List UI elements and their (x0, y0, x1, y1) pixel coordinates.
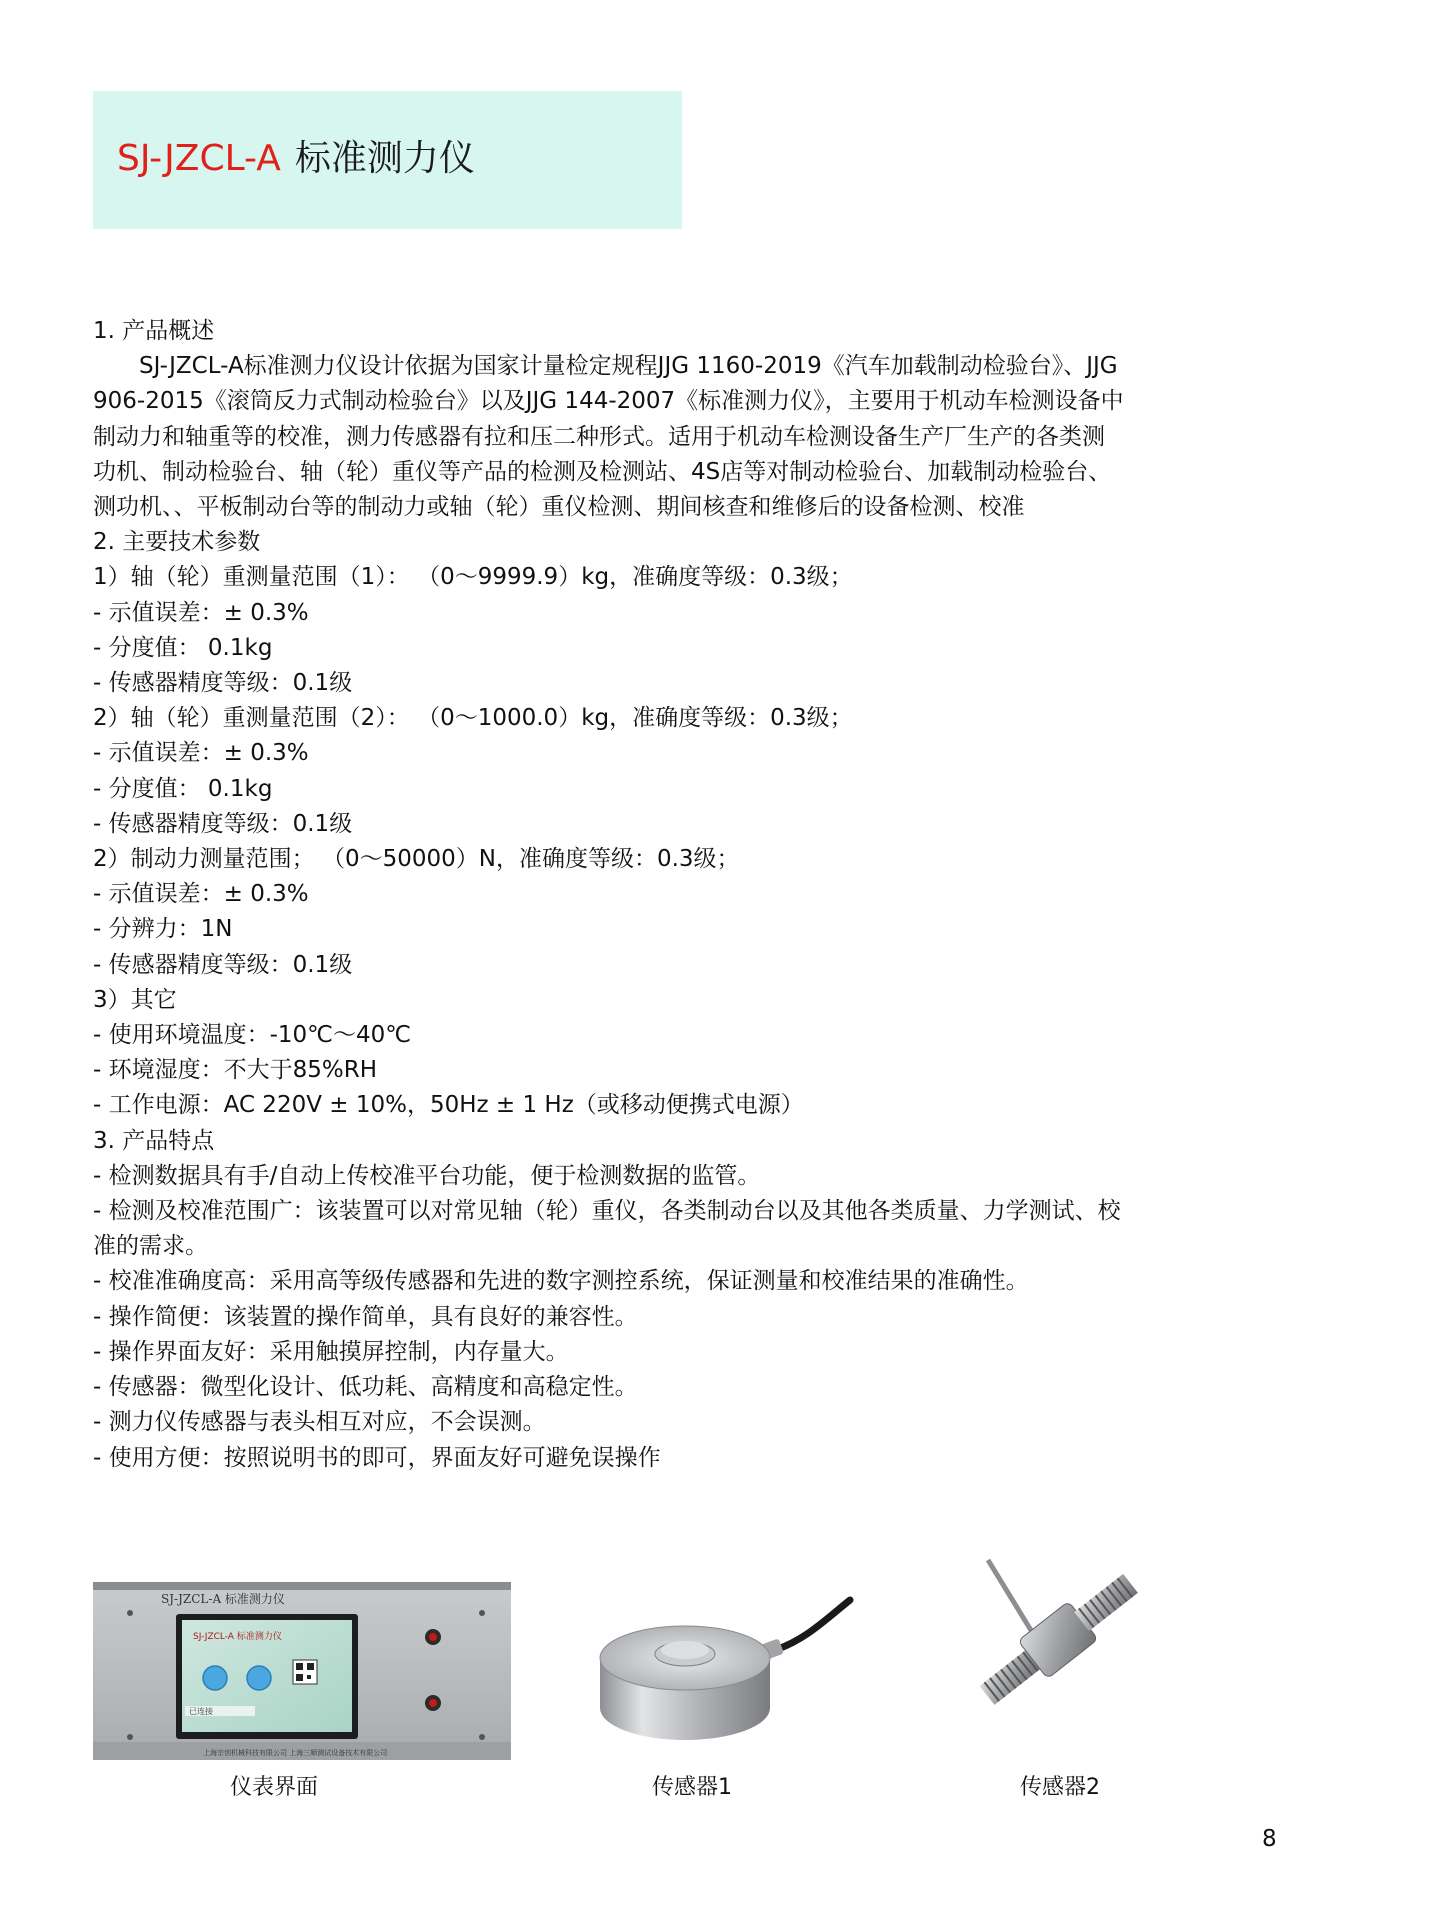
feature-line: - 使用方便：按照说明书的即可，界面友好可避免误操作 (93, 1444, 661, 1471)
document-body (93, 314, 1273, 1476)
param-line: - 示值误差：± 0.3% (93, 881, 309, 908)
screen-button-icon (247, 1666, 271, 1690)
feature-line: - 操作简便：该装置的操作简单，具有良好的兼容性。 (93, 1303, 638, 1330)
overview-line: 制动力和轴重等的校准，测力传感器有拉和压二种形式。适用于机动车检测设备生产厂生产的各类测 (93, 423, 1105, 450)
param-line: - 使用环境温度：-10℃～40℃ (93, 1022, 412, 1049)
section-heading-overview: 1. 产品概述 (93, 318, 215, 344)
page-number: 8 (1262, 1826, 1277, 1852)
param-line: 1）轴（轮）重测量范围（1）： （0～9999.9）kg，准确度等级：0.3级； (93, 564, 853, 591)
feature-line: - 操作界面友好：采用触摸屏控制，内存量大。 (93, 1338, 569, 1365)
product-name: 标准测力仪 (294, 138, 475, 179)
screw-icon (479, 1734, 485, 1740)
param-line: - 传感器精度等级：0.1级 (93, 670, 353, 697)
product-code: SJ-JZCL-A (117, 138, 281, 179)
screen-status: 已连接 (189, 1707, 213, 1716)
overview-line: 906-2015《滚筒反力式制动检验台》以及JJG 144-2007《标准测力仪》，主要用于机动车检测设备中 (93, 388, 1124, 415)
caption-instrument: 仪表界面 (230, 1775, 319, 1800)
param-line: - 示值误差：± 0.3% (93, 599, 309, 626)
panel-top-edge (93, 1582, 511, 1590)
panel-label: SJ-JZCL-A 标准测力仪 (161, 1592, 285, 1606)
section-heading-features: 3. 产品特点 (93, 1127, 215, 1154)
screw-icon (479, 1610, 485, 1616)
screw-icon (127, 1610, 133, 1616)
param-line: - 分度值： 0.1kg (93, 634, 273, 661)
param-line: - 分辨力：1N (93, 916, 233, 943)
param-line: - 工作电源：AC 220V ± 10%，50Hz ± 1 Hz（或移动便携式电源） (93, 1092, 804, 1119)
param-line: 2）制动力测量范围； （0～50000）N，准确度等级：0.3级； (93, 846, 740, 873)
overview-line: 功机、制动检验台、轴（轮）重仪等产品的检测及检测站、4S店等对制动检验台、加载制动检验台、 (93, 458, 1112, 485)
feature-line: 准的需求。 (93, 1233, 208, 1260)
param-line: - 分度值： 0.1kg (93, 775, 273, 802)
screen-button-icon (203, 1666, 227, 1690)
feature-line: - 测力仪传感器与表头相互对应，不会误测。 (93, 1409, 546, 1436)
param-line: 2）轴（轮）重测量范围（2）： （0～1000.0）kg，准确度等级：0.3级； (93, 705, 853, 732)
overview-line: 测功机、、平板制动台等的制动力或轴（轮）重仪检测、期间核查和维修后的设备检测、校准 (93, 494, 1025, 521)
param-line: - 示值误差：± 0.3% (93, 740, 309, 767)
section-heading-params: 2. 主要技术参数 (93, 529, 261, 556)
threaded-stud-right (1074, 1574, 1138, 1631)
screw-icon (127, 1734, 133, 1740)
sensor2-photo (948, 1540, 1168, 1740)
param-line: 3）其它 (93, 986, 177, 1013)
caption-sensor2: 传感器2 (1020, 1775, 1100, 1800)
param-line: - 传感器精度等级：0.1级 (93, 810, 353, 837)
feature-line: - 校准准确度高：采用高等级传感器和先进的数字测控系统，保证测量和校准结果的准确性。 (93, 1268, 1029, 1295)
instrument-photo (93, 1582, 511, 1760)
figure-row (0, 1530, 1440, 1810)
screen-title: SJ-JZCL-A 标准测力仪 (193, 1632, 282, 1642)
panel-footer-text: 上海宗创机械科技有限公司 上海三顺测试设备技术有限公司 (203, 1749, 388, 1757)
feature-line: - 检测及校准范围广：该装置可以对常见轴（轮）重仪，各类制动台以及其他各类质量、力学测试、校 (93, 1198, 1121, 1225)
overview-line: SJ-JZCL-A标准测力仪设计依据为国家计量检定规程JJG 1160-2019《汽车加载制动检验台》、JJG (139, 353, 1118, 380)
caption-sensor1: 传感器1 (652, 1775, 732, 1800)
title-banner (93, 91, 682, 229)
feature-line: - 检测数据具有手/自动上传校准平台功能，便于检测数据的监管。 (93, 1162, 761, 1189)
sensor1-photo (590, 1580, 860, 1760)
param-line: - 环境湿度：不大于85%RH (93, 1057, 378, 1084)
feature-line: - 传感器：微型化设计、低功耗、高精度和高稳定性。 (93, 1374, 638, 1401)
sensor-cable (775, 1600, 850, 1650)
page-title (117, 129, 475, 189)
param-line: - 传感器精度等级：0.1级 (93, 951, 353, 978)
